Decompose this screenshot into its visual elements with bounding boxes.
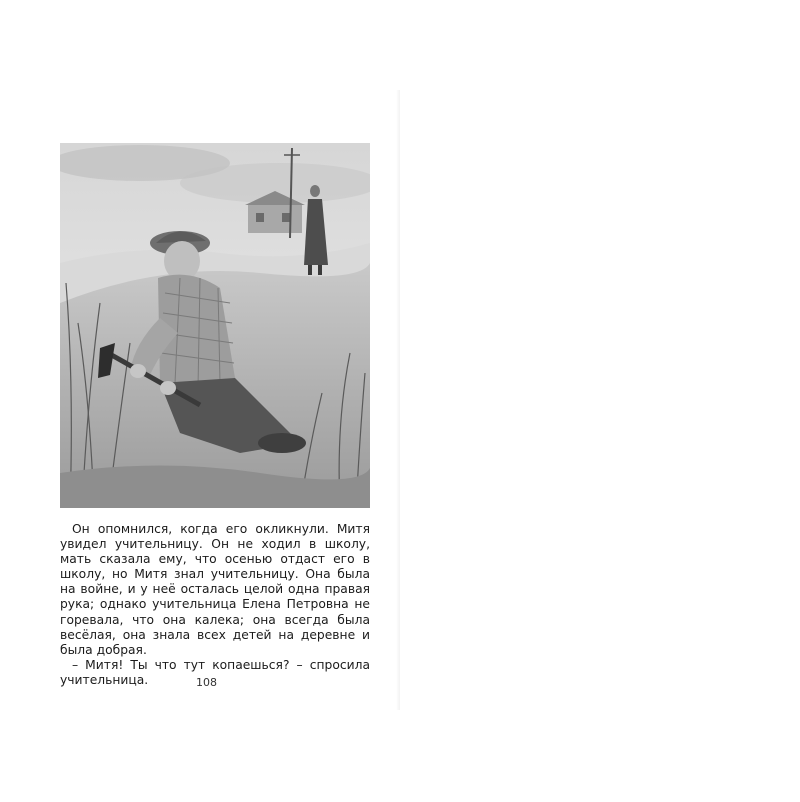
left-page [0, 0, 400, 800]
illustration-boy-hoeing [60, 143, 370, 508]
left-page-text [60, 522, 370, 688]
page-number-left: 108 [196, 676, 217, 689]
right-page [400, 0, 800, 800]
paragraph: – Митя! Ты что тут копаешься? – спросила учительница. [60, 657, 370, 687]
paragraph: Он опомнился, когда его окликнули. Митя увидел учительницу. Он не ходил в школу, мать сказала ему, что осенью отдаст его в школу, но Митя знал учительницу. Она была на войне, и у неё осталась целой одна правая рука; однако учительница Елена Петровна не горевала, что она калека; она всегда была весёлая, она знала всех детей на деревне и была добрая. [60, 522, 370, 657]
